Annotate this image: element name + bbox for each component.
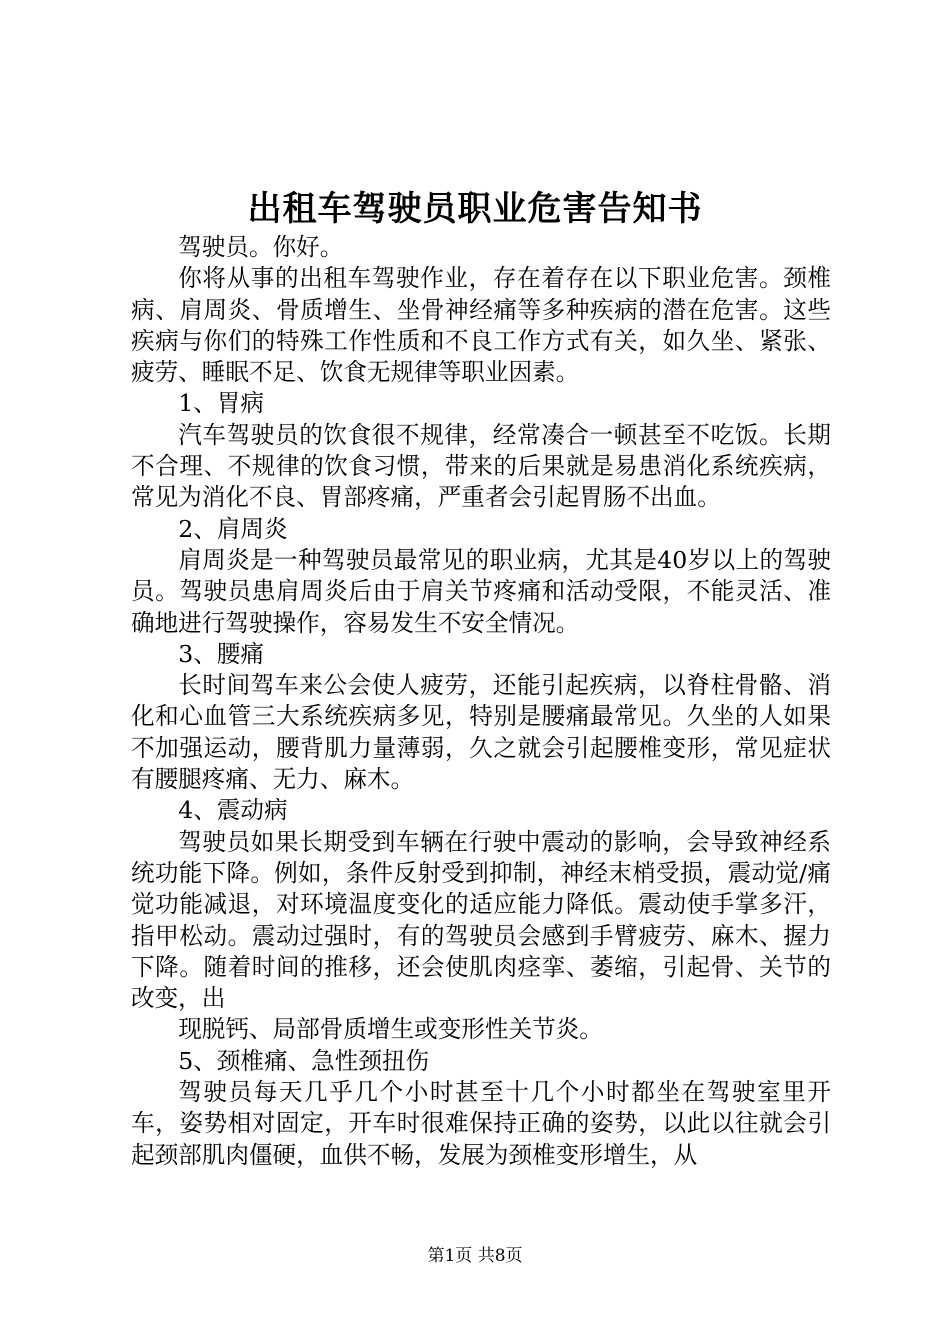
section-text-shoulder: 肩周炎是一种驾驶员最常见的职业病，尤其是40岁以上的驾驶员。驾驶员患肩周炎后由于肩关节疼痛和活动受限，不能灵活、准确地进行驾驶操作，容易发生不安全情况。 bbox=[131, 545, 831, 637]
section-text-back-pain: 长时间驾车来公会使人疲劳，还能引起疾病，以脊柱骨骼、消化和心血管三大系统疾病多见，特别是腰痛最常见。久坐的人如果不加强运动，腰背肌力量薄弱，久之就会引起腰椎变形，常见症状有腰腿疼痛、无力、麻木。 bbox=[131, 671, 831, 794]
section-heading-vibration: 4、震动病 bbox=[178, 796, 288, 825]
intro-paragraph: 你将从事的出租车驾驶作业，存在着存在以下职业危害。颈椎病、肩周炎、骨质增生、坐骨神经痛等多种疾病的潜在危害。这些疾病与你们的特殊工作性质和不良工作方式有关，如久坐、紧张、疲劳、睡眠不足、饮食无规律等职业因素。 bbox=[131, 264, 831, 387]
document-body bbox=[131, 232, 831, 1171]
section-text-neck: 驾驶员每天几乎几个小时甚至十几个小时都坐在驾驶室里开车，姿势相对固定，开车时很难保持正确的姿势，以此以往就会引起颈部肌肉僵硬，血供不畅，发展为颈椎变形增生，从 bbox=[131, 1078, 831, 1169]
section-text-vibration: 驾驶员如果长期受到车辆在行驶中震动的影响，会导致神经系统功能下降。例如，条件反射受到抑制，神经末梢受损，震动觉/痛觉功能减退，对环境温度变化的适应能力降低。震动使手掌多汗，指甲松动。震动过强时，有的驾驶员会感到手臂疲劳、麻木、握力下降。随着时间的推移，还会使肌肉痉挛、萎缩，引起骨、关节的改变，出 bbox=[131, 827, 831, 1013]
section-heading-neck: 5、颈椎痛、急性颈扭伤 bbox=[178, 1046, 430, 1075]
section-heading-stomach: 1、胃病 bbox=[178, 389, 264, 418]
page-number-footer: 第1页 共8页 bbox=[427, 1246, 523, 1266]
section-heading-back-pain: 3、腰痛 bbox=[178, 639, 264, 668]
document-title: 出租车驾驶员职业危害告知书 bbox=[247, 189, 703, 229]
section-text-vibration-continued: 现脱钙、局部骨质增生或变形性关节炎。 bbox=[178, 1015, 603, 1044]
section-text-stomach: 汽车驾驶员的饮食很不规律，经常凑合一顿甚至不吃饭。长期不合理、不规律的饮食习惯，带来的后果就是易患消化系统疾病，常见为消化不良、胃部疼痛，严重者会引起胃肠不出血。 bbox=[131, 420, 831, 512]
section-heading-shoulder: 2、肩周炎 bbox=[178, 514, 288, 543]
greeting-paragraph: 驾驶员。你好。 bbox=[178, 233, 344, 261]
